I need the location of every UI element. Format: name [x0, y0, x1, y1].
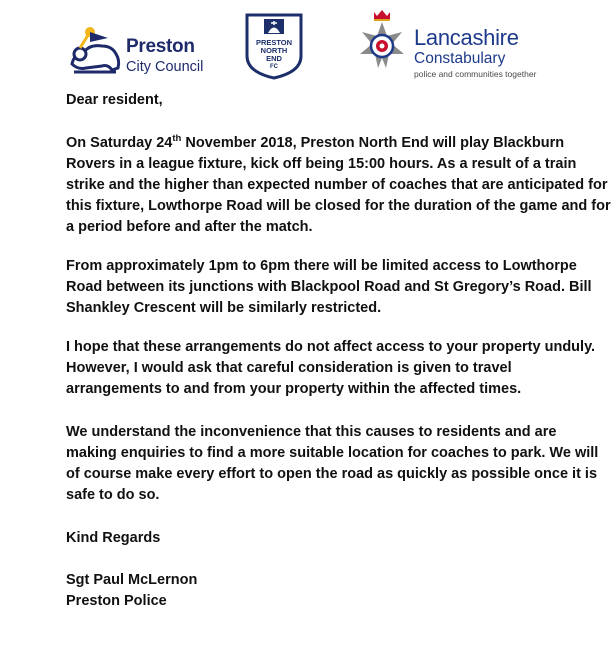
letter-body: [66, 90, 611, 612]
crest-line-1: PRESTON: [255, 38, 293, 47]
logo-header: [0, 0, 613, 86]
police-tagline: police and communities together: [414, 69, 537, 79]
paragraph-access-times: From approximately 1pm to 6pm there will be limited access to Lowthorpe Road between its junctions with Blackpool Road and St Gregory’s Road. Bill Shankley Crescent will be similarly restricted.: [66, 258, 592, 316]
crest-line-3: END: [266, 54, 282, 63]
council-subtitle: City Council: [126, 59, 204, 75]
paragraph-arrangements: I hope that these arrangements do not affect access to your property unduly. However, I would ask that careful consideration is given to travel arrangements to and from your property within the affected times.: [66, 339, 596, 397]
council-name: Preston: [126, 36, 195, 57]
paragraph-1-start: On Saturday 24: [66, 135, 173, 151]
preston-city-council-logo: [68, 24, 208, 80]
date-ordinal: th: [172, 133, 182, 145]
crest-line-4: FC: [270, 64, 278, 70]
paragraph-1-rest: November 2018, Preston North End will play Blackburn Rovers in a league fixture, kick off being 15:00 hours. As a result of a train strike and the higher than expected number of coaches that are anticipated for this fixture, Lowthorpe Road will be closed for the duration of the game and for a period before and after the match.: [66, 135, 611, 235]
police-name: Lancashire: [414, 25, 519, 50]
paragraph-inconvenience: We understand the inconvenience that this causes to residents and are making enquiries to find a more suitable location for coaches to park. We will of course make every effort to open the road as quickly as possible once it is safe to do so.: [66, 424, 599, 503]
salutation: Dear resident,: [66, 92, 163, 108]
crest-line-2: NORTH: [260, 46, 288, 55]
police-star-icon: [352, 8, 412, 82]
paragraph-fixture-notice: [66, 133, 611, 238]
preston-north-end-crest: [244, 12, 304, 80]
lancashire-constabulary-logo: [352, 8, 572, 82]
police-subtitle: Constabulary: [414, 50, 506, 67]
signatory-name: Sgt Paul McLernon: [66, 572, 198, 588]
lamb-icon: [68, 24, 124, 80]
closing: Kind Regards: [66, 530, 161, 546]
signatory-organisation: Preston Police: [66, 593, 167, 609]
